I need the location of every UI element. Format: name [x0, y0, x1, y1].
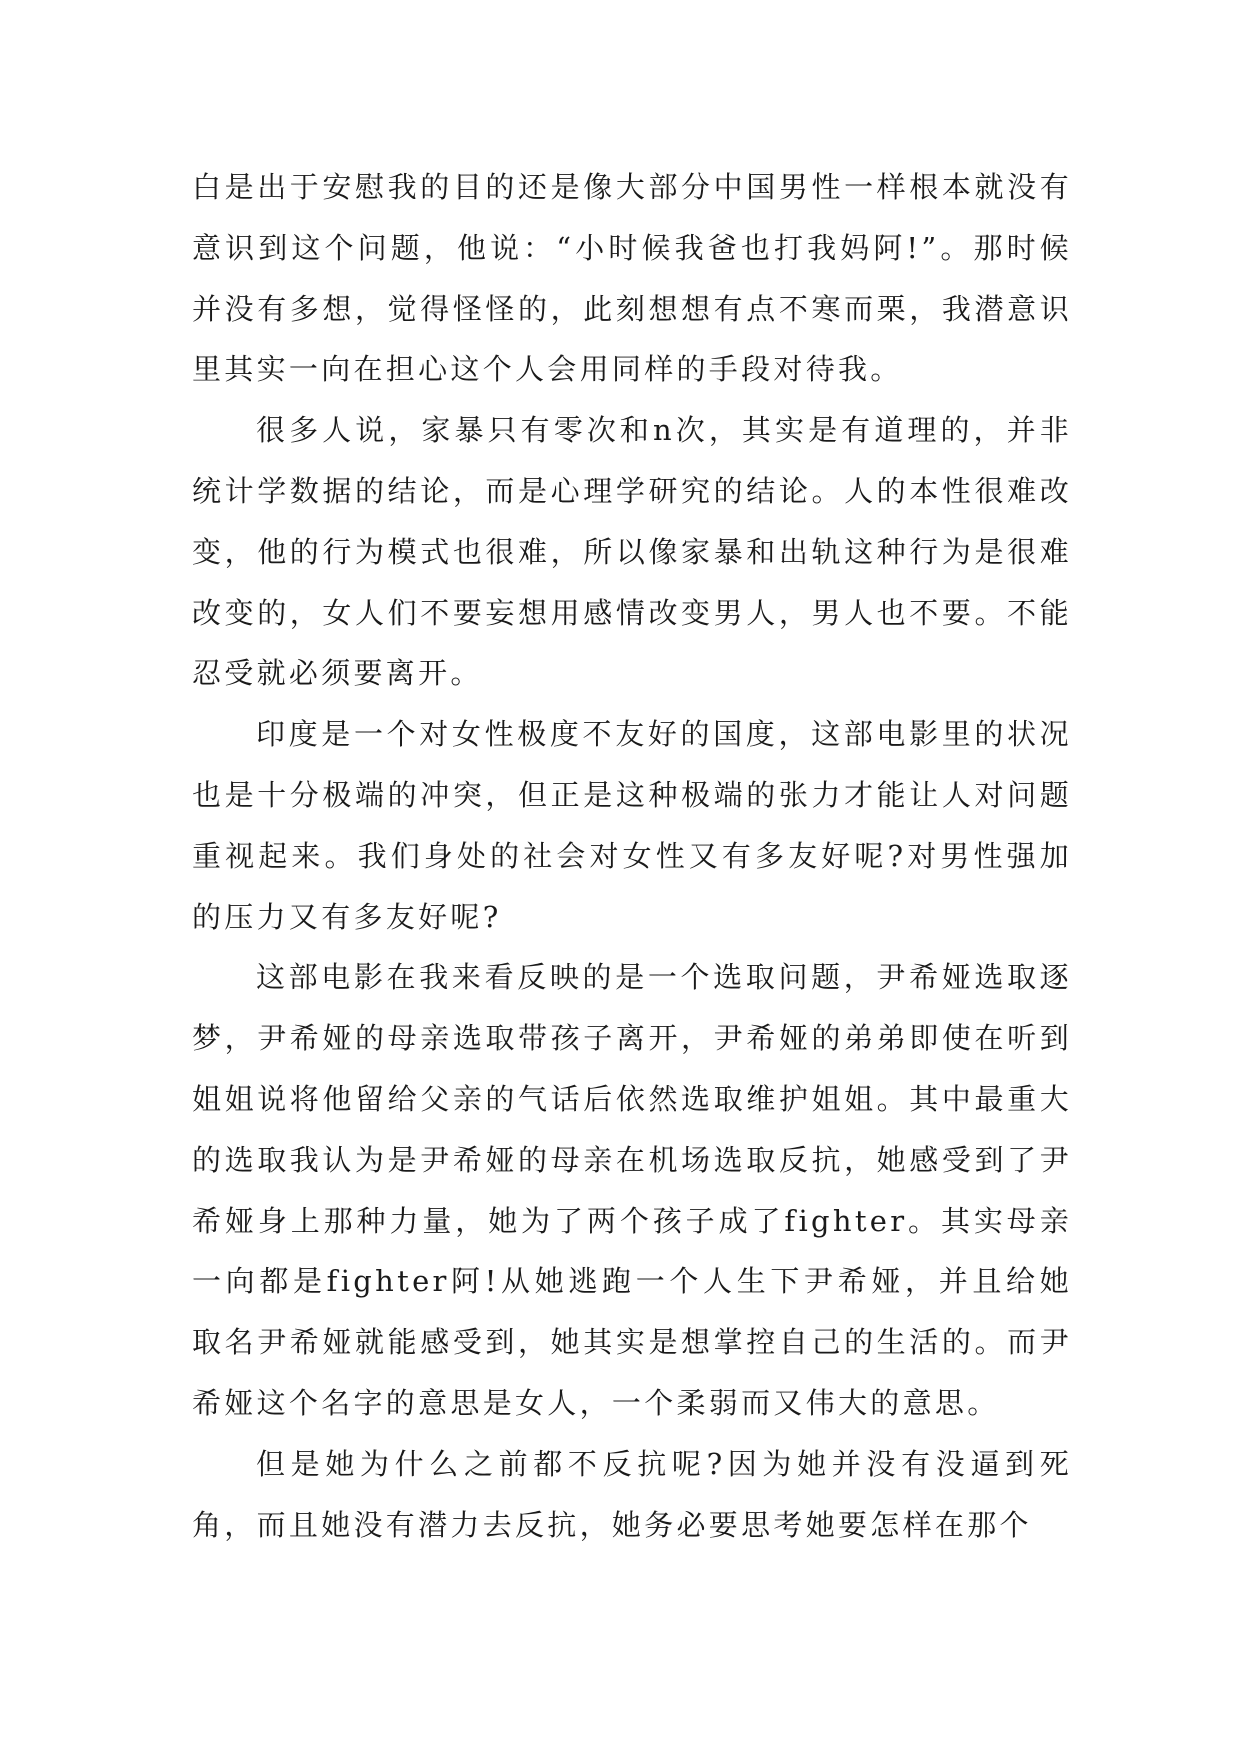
paragraph-4: 这部电影在我来看反映的是一个选取问题，尹希娅选取逐梦，尹希娅的母亲选取带孩子离开，尹希娅的弟弟即使在听到姐姐说将他留给父亲的气话后依然选取维护姐姐。其中最重大的选取我认为是尹希娅的母亲在机场选取反抗，她感受到了尹希娅身上那种力量，她为了两个孩子成了fighter。其实母亲一向都是fighter阿!从她逃跑一个人生下尹希娅，并且给她取名尹希娅就能感受到，她其实是想掌控自己的生活的。而尹希娅这个名字的意思是女人，一个柔弱而又伟大的意思。: [192, 960, 1072, 1420]
paragraph-5: 但是她为什么之前都不反抗呢?因为她并没有没逼到死角，而且她没有潜力去反抗，她务必要思考她要怎样在那个: [192, 1446, 1072, 1542]
paragraph-3: 印度是一个对女性极度不友好的国度，这部电影里的状况也是十分极端的冲突，但正是这种极端的张力才能让人对问题重视起来。我们身处的社会对女性又有多友好呢?对男性强加的压力又有多友好呢?: [192, 717, 1072, 934]
paragraph-1: 白是出于安慰我的目的还是像大部分中国男性一样根本就没有意识到这个问题，他说：“小时候我爸也打我妈阿!”。那时候并没有多想，觉得怪怪的，此刻想想有点不寒而栗，我潜意识里其实一向在担心这个人会用同样的手段对待我。: [192, 170, 1072, 387]
document-body: [192, 157, 1072, 1555]
paragraph-2: 很多人说，家暴只有零次和n次，其实是有道理的，并非统计学数据的结论，而是心理学研究的结论。人的本性很难改变，他的行为模式也很难，所以像家暴和出轨这种行为是很难改变的，女人们不要妄想用感情改变男人，男人也不要。不能忍受就必须要离开。: [192, 413, 1072, 691]
